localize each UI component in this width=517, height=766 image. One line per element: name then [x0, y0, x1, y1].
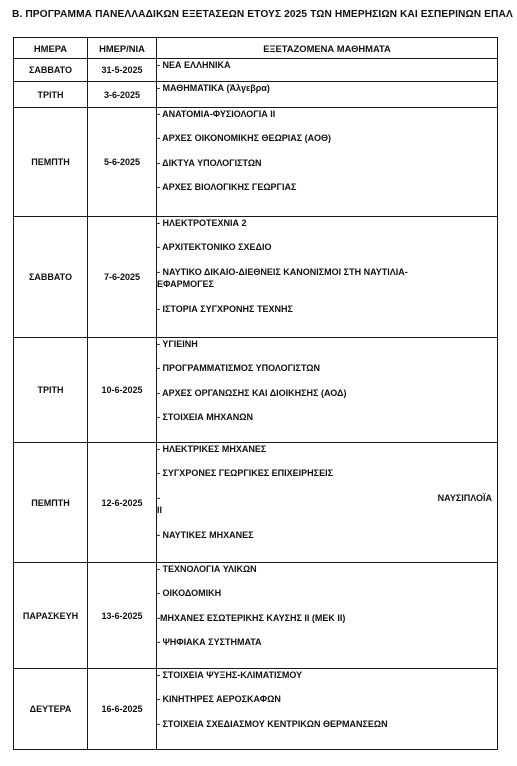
subject-item: - ΝΑΥΤΙΚΕΣ ΜΗΧΑΝΕΣ [157, 529, 254, 540]
subject-item: - ΙΣΤΟΡΙΑ ΣΥΓΧΡΟΝΗΣ ΤΕΧΝΗΣ [157, 303, 293, 314]
subject-item: - ΑΡΧΙΤΕΚΤΟΝΙΚΟ ΣΧΕΔΙΟ [157, 242, 272, 253]
subject-item: - ΑΡΧΕΣ ΟΙΚΟΝΟΜΙΚΗΣ ΘΕΩΡΙΑΣ (ΑΟΘ) [157, 133, 331, 144]
subject-item: - ΑΝΑΤΟΜΙΑ-ΦΥΣΙΟΛΟΓΙΑ ΙΙ [157, 109, 276, 119]
document-title: Β. ΠΡΟΓΡΑΜΜΑ ΠΑΝΕΛΛΑΔΙΚΩΝ ΕΞΕΤΑΣΕΩΝ ΕΤΟΥΣ 2025 ΤΩΝ ΗΜΕΡΗΣΙΩΝ ΚΑΙ ΕΣΠΕΡΙΝΩΝ ΕΠΑΛ [12, 9, 513, 20]
subject-item: - ΣΥΓΧΡΟΝΕΣ ΓΕΩΡΓΙΚΕΣ ΕΠΙΧΕΙΡΗΣΕΙΣ [157, 468, 333, 479]
subject-item: - ΝΕΑ ΕΛΛΗΝΙΚΑ [157, 60, 231, 70]
date-cell: 31-5-2025 [88, 59, 157, 82]
table-row [14, 669, 498, 750]
header-day: ΗΜΕΡΑ [14, 38, 88, 59]
day-cell: ΣΑΒΒΑΤΟ [14, 217, 88, 338]
table-row [14, 338, 498, 443]
exam-schedule-table [13, 37, 498, 750]
table-row [14, 217, 498, 338]
subjects-cell [157, 82, 498, 108]
header-date: ΗΜΕΡ/ΝΙΑ [88, 38, 157, 59]
table-row [14, 443, 498, 563]
table-header-row [14, 38, 498, 59]
subject-item: - ΤΕΧΝΟΛΟΓΙΑ ΥΛΙΚΩΝ [157, 564, 257, 574]
subject-item: -ΜΗΧΑΝΕΣ ΕΣΩΤΕΡΙΚΗΣ ΚΑΥΣΗΣ ΙΙ (ΜΕΚ ΙΙ) [157, 612, 346, 623]
subject-item: - ΔΙΚΤΥΑ ΥΠΟΛΟΓΙΣΤΩΝ [157, 157, 262, 168]
subject-item: - ΟΙΚΟΔΟΜΙΚΗ [157, 588, 222, 599]
date-cell: 7-6-2025 [88, 217, 157, 338]
subject-name: ΝΑΥΣΙΠΛΟΪΑ [437, 492, 492, 503]
subject-item: - ΠΡΟΓΡΑΜΜΑΤΙΣΜΟΣ ΥΠΟΛΟΓΙΣΤΩΝ [157, 363, 321, 374]
day-cell: ΣΑΒΒΑΤΟ [14, 59, 88, 82]
subject-item-continuation: ΕΦΑΡΜΟΓΕΣ [157, 278, 214, 289]
subjects-cell [157, 443, 498, 563]
subject-item: - ΝΑΥΤΙΚΟ ΔΙΚΑΙΟ-ΔΙΕΘΝΕΙΣ ΚΑΝΟΝΙΣΜΟΙ ΣΤΗ ΝΑΥΤΙΛΙΑ- [157, 266, 408, 277]
day-cell: ΠΕΜΠΤΗ [14, 108, 88, 217]
table-row [14, 563, 498, 669]
subject-item: - ΗΛΕΚΤΡΟΤΕΧΝΙΑ 2 [157, 218, 247, 228]
table-row [14, 108, 498, 217]
subject-item-continuation: ΙΙ [157, 504, 163, 515]
subject-item: - ΑΡΧΕΣ ΟΡΓΑΝΩΣΗΣ ΚΑΙ ΔΙΟΙΚΗΣΗΣ (ΑΟΔ) [157, 387, 347, 398]
subject-item: - ΚΙΝΗΤΗΡΕΣ ΑΕΡΟΣΚΑΦΩΝ [157, 694, 281, 705]
day-cell: ΠΕΜΠΤΗ [14, 443, 88, 563]
subject-item: - ΥΓΙΕΙΝΗ [157, 339, 198, 349]
subject-item-split [157, 492, 497, 504]
date-cell: 16-6-2025 [88, 669, 157, 750]
subject-item: - ΨΗΦΙΑΚΑ ΣΥΣΤΗΜΑΤΑ [157, 637, 262, 648]
subject-item: - ΣΤΟΙΧΕΙΑ ΣΧΕΔΙΑΣΜΟΥ ΚΕΝΤΡΙΚΩΝ ΘΕΡΜΑΝΣΕΩΝ [157, 718, 388, 729]
subject-item: - ΣΤΟΙΧΕΙΑ ΜΗΧΑΝΩΝ [157, 412, 253, 423]
date-cell: 12-6-2025 [88, 443, 157, 563]
table-row [14, 59, 498, 82]
subjects-cell [157, 108, 498, 217]
subjects-cell [157, 217, 498, 338]
subject-item: - ΗΛΕΚΤΡΙΚΕΣ ΜΗΧΑΝΕΣ [157, 444, 267, 454]
day-cell: ΤΡΙΤΗ [14, 338, 88, 443]
header-subjects: ΕΞΕΤΑΖΟΜΕΝΑ ΜΑΘΗΜΑΤΑ [157, 38, 498, 59]
date-cell: 10-6-2025 [88, 338, 157, 443]
day-cell: ΔΕΥΤΕΡΑ [14, 669, 88, 750]
date-cell: 5-6-2025 [88, 108, 157, 217]
subjects-cell [157, 669, 498, 750]
day-cell: ΤΡΙΤΗ [14, 82, 88, 108]
date-cell: 3-6-2025 [88, 82, 157, 108]
subjects-cell [157, 338, 498, 443]
subjects-cell [157, 563, 498, 669]
subjects-cell [157, 59, 498, 82]
table-row [14, 82, 498, 108]
date-cell: 13-6-2025 [88, 563, 157, 669]
subject-item: - ΜΑΘΗΜΑΤΙΚΑ (Άλγεβρα) [157, 83, 270, 93]
subject-item: - ΑΡΧΕΣ ΒΙΟΛΟΓΙΚΗΣ ΓΕΩΡΓΙΑΣ [157, 182, 297, 193]
day-cell: ΠΑΡΑΣΚΕΥΗ [14, 563, 88, 669]
subject-dash: - [157, 492, 160, 503]
subject-item: - ΣΤΟΙΧΕΙΑ ΨΥΞΗΣ-ΚΛΙΜΑΤΙΣΜΟΥ [157, 670, 303, 680]
